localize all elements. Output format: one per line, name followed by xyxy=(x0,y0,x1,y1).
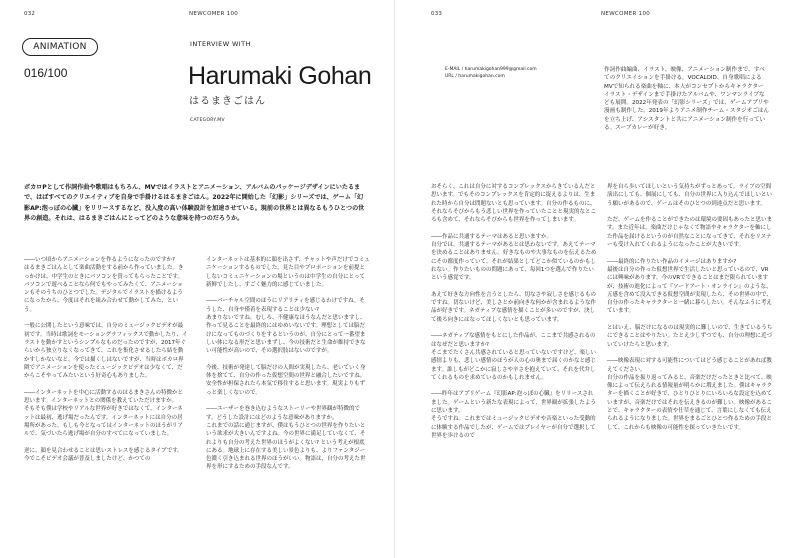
interview-answer: あまりないですね。むしろ、不健康なほうなんだと思いますし、作って見ることを最終的にはゆめいないです。理想としては脳だけになってものづくりをするというのが、自分にとって一番望ましい体になる形だと思いまずし、今の技術だと生命が維持できない可能性が高いので、その選択肢はないのですが。 xyxy=(206,315,366,355)
interview-question: ――ユーザーを巻き込むようなストーリーや世界観が特徴的です。どうした設計にはどのような意味がありますか。 xyxy=(206,406,361,421)
page-number-right: 033 xyxy=(431,11,443,17)
interview-answer: はるまきごはんとして楽曲活動をする前から作っていました。きっかけは、中学生のときにパソコンを買ってもらったことです。パソコンで遊べることなら何でもやってみたくて、アニメーションもそのうちのひとつでした。デジタルでイラストを描けるようになったから、今度はそれを組み合わせて動かしてみた、という。 xyxy=(24,265,184,313)
interview-question: ――ネガティブな感情をもとにした作品が、ここまで共感されるのはなぜだと思いますか? xyxy=(431,333,596,348)
body-column-2 xyxy=(206,256,370,550)
entry-number: 016/100 xyxy=(24,66,68,80)
body-column-3 xyxy=(431,183,597,550)
running-head-left: NEWCOMER 100 xyxy=(189,11,239,17)
interview-question: ――バーチャル空間のほうにリアリティを感じるわけですね。そうした、自身や僅着を表現することは少ない? xyxy=(206,298,365,313)
interview-answer: これまでの話に通じますが、僕はもうひとつの世界を作りたいという欲求が大きいんですよね。今の世界に満足していなくて、それよりも自分の考えた世界のほうがよくない? という考えが根底にある。地球上に存在する美しい景色よりも、よりファンタジー色濃く引き込まれる世界のほうがいい。物語は、自分の考えた世界を形にするための手段なんです。 xyxy=(206,422,366,471)
interview-question: ――いつ頃からアニメーションを作るようになったのですか? xyxy=(24,257,175,263)
body-column-4 xyxy=(607,183,773,550)
interview-answer: そこまでたくさん共感されていると思っていないですけど、楽しい感情よりも、悲しい感情のほうが人の心の奥まで届くのかなと感じます。誰しもがどこかに寂しさや辛さを抱えていて、それを代弁してくれるものを求めているのかもしれません。 xyxy=(431,349,597,381)
interview-answer: そうですね。これまではミュージックビデオや音楽といった受動的に体験する作品でしたが、ゲームではプレイヤーが自分で選択して世界を歩けるので xyxy=(431,416,596,439)
interview-answer: 逆に、顔を見合わせることは思いストレスを感じるタイプです。今でこそビデオ会議が普及しましたけど、かつての xyxy=(24,447,183,463)
section-badge: ANIMATION xyxy=(22,38,98,56)
lead-paragraph: ボカロPとして作詞作曲や歌唱はもちろん、MVではイラストとアニメーション、アルバムのパッケージデザインにいたるまで、はばすべてのクリエイティブを自身で手掛けるはるまきごはん。2022年に開始した「幻影」シリーズでは、ゲーム「幻影AP:泡っぽの心臓」をリリースするなど、没入度の高い体験設計を加速させている。現前の世界とは異なるもうひとつの世界の創造。それは、はるまきごはんにとってどのような意味を持つのだろうか。 xyxy=(24,184,365,223)
interview-answer: 自分では、共通するテーマがあるとは思わないです。あえてテーマを決めることはありません。好きなものや大事なものを伝えるためにその都度作っていて、それが結果としてどこか似ているのかもしれない。作りたいものの問題にあって、毎回1つを選んで作りたいという感覚です。 xyxy=(431,242,597,282)
interview-answer: あえて好きな方向性を言うとしたら、切なさや寂しさを感じるものですね。切ないけど、美しさとか前向きな何かが含まれるような作品が好きです。ネガティブな感情を描くことが多いのですが、決して後ろ向きにはなってほしくないとも思っています。 xyxy=(431,291,597,323)
artist-name-en: Harumaki Gohan xyxy=(188,62,372,90)
category-label: CATEGORY.MV xyxy=(190,118,225,123)
interview-answer: とはいえ、脳だけになるのは現実的に難しいので、生きているうちにできることはやりたい。たとえ少しずつでも、自分の理想に近づいていけたらと思います。 xyxy=(607,325,773,348)
contact-email: E-MAIL / harumakigohan999@gmail.com xyxy=(445,67,537,72)
interview-answer: ただ、ゲームを作ることができたのは環境の要因もあったと思います。また近年は、楽曲だけじゃなくて物語やキャラクターを軸にした作品を届けるというのが自然なことになってきて、それをリスナーも受け入れてくれるようになったことが大きいです。 xyxy=(607,217,772,249)
body-column-1 xyxy=(24,256,188,550)
artist-name-jp: はるまきごはん xyxy=(189,96,266,107)
interview-question: ――映像表現に対する可能性についてはどう感じることがあれば教えてください。 xyxy=(607,358,772,373)
interview-answer: インターネットは基本的に顔を出さず、チャットや声だけでコミュニケーションするものでした。見た目やプロポーションを前提としないコミュニケーションの場というのは中学生の自分にとって新鮮でしたし、すごく魅力的に感じていました。 xyxy=(206,257,370,288)
interview-answer: 自分の作品を振り返ってみると、音楽だけだったときと比べて、映像によって伝えられる情報量が明らかに増えました。僕はキャラクターを描くことが好きで、ひとりひとりにいろいろな設定を込めていますが、音楽だけではそれを伝えきるのが難しい。映像があることで、キャラクターの表情や仕草を通じて、言葉にしなくても伝えられるようになりました。世界をまるごとひとつ作るための手段として、これからも映像の可能性を探っていきたいです。 xyxy=(607,374,773,431)
interview-answer: おそらく、これは自分に対するコンプレックスからきているんだと思います。でもそのコンプレックスを肯定的に捉えるよりは、生まれた時から自分は問題ないとも思っています。自分の作るものに、それならそびからもう悲しい世界を作っていたことと現実的なところも含めて、それならそびからも世界を作ってしまいます。 xyxy=(431,184,597,224)
page-number-left: 032 xyxy=(24,11,36,17)
interview-question: ――最終的に作りたい作品のイメージはありますか? xyxy=(607,258,737,265)
interview-answer: 今後、技術が発達して脳だけの人間が実現したら、老いていく身体を捨てて、自分の作った仮想空間の世界と融合したいですね。安全性が担保されたら本気で移住すると思います。現実よりもずっと楽しくないので。 xyxy=(206,364,366,396)
contact-info xyxy=(445,66,537,80)
interview-answer: そもそも僕は学校やリアルな世界が好きではなくて、インターネットは最初、逃げ場だったんです。インターネットには自分の居場所があった。もしも今となってはインターネットのほうがリアルで、気づいたら逃げ場が自分のすべてになっていました。 xyxy=(24,406,183,438)
interview-answer: 界を自ら歩いてほしいという気持ちがずっとあって。ライブの空間演出にしても、個展にしても、自分の世界に入り込んでほしいという願いがあるので、ゲームはそのひとつの到達点だと思います。 xyxy=(607,184,773,207)
artist-bio: 作詞作曲編曲、イラスト、映像、アニメーション制作まで、すべてのクリエイションを手掛ける。VOCALOID、自身歌唱による MVで知られる楽曲を軸に、本人がコンセプトからキャラクターイラスト・デザインまで手掛けたアルバムや、ワンマンライブなども展開。2022年発表の「幻影シリーズ」では、ゲームアプリや漫画も制作した。2019年よりアニメ制作チーム・スタジオごはんを立ち上げ、アシスタントと共にアニメーション制作を行っている。スーブカレーが好き。 xyxy=(604,67,769,132)
right-page xyxy=(395,0,790,558)
contact-url: URL / harumakigohan.com xyxy=(445,74,505,79)
interview-answer: 一般に公開したという意味では、自分のミュージックビデオが最初です。当時は歌詞をモーショングラフィックスで動かしたり、イラストを動かすというシンプルなものだったのですが、2017年ぐらいから独立りなくなってきて、これを集化させるしたら結を動かすしかないなと。今では描くしはないですが、当時はボカロ界隈でアニメーションを使ったミュージックビデオは少なくて、だからこそやってみたいという好奇心もありました。 xyxy=(24,323,188,380)
interview-question: ――インターネットを中心に活動するのはるまきさんの特徴かと思います。インターネットとの関係を教えていただけますか。 xyxy=(24,389,184,405)
interview-question: ――昨年はアプリゲーム『幻影AP:泡っぽの心臓』をリリースされました。ゲームという新たな表現によって、世界観が拡張したように思います。 xyxy=(431,391,596,415)
running-head-right: NEWCOMER 100 xyxy=(601,11,651,17)
interview-answer: 最後は自分の作った仮想世界で生活したいと思っているので、VRには興味があります。今のVRでできることはまだ限られていますが、技術の進化によって『ソードアート・オンライン』のような、五感を含めて没入できる仮想空間が実現したら、その世界の中で、自分の作ったキャラクターと一緒に暮らしたい。そんなふうに考えています。 xyxy=(607,266,772,315)
interview-kicker: INTERVIEW WITH xyxy=(190,40,251,48)
interview-question: ――作品に共通するテーマはあると思いますか。 xyxy=(431,233,553,240)
